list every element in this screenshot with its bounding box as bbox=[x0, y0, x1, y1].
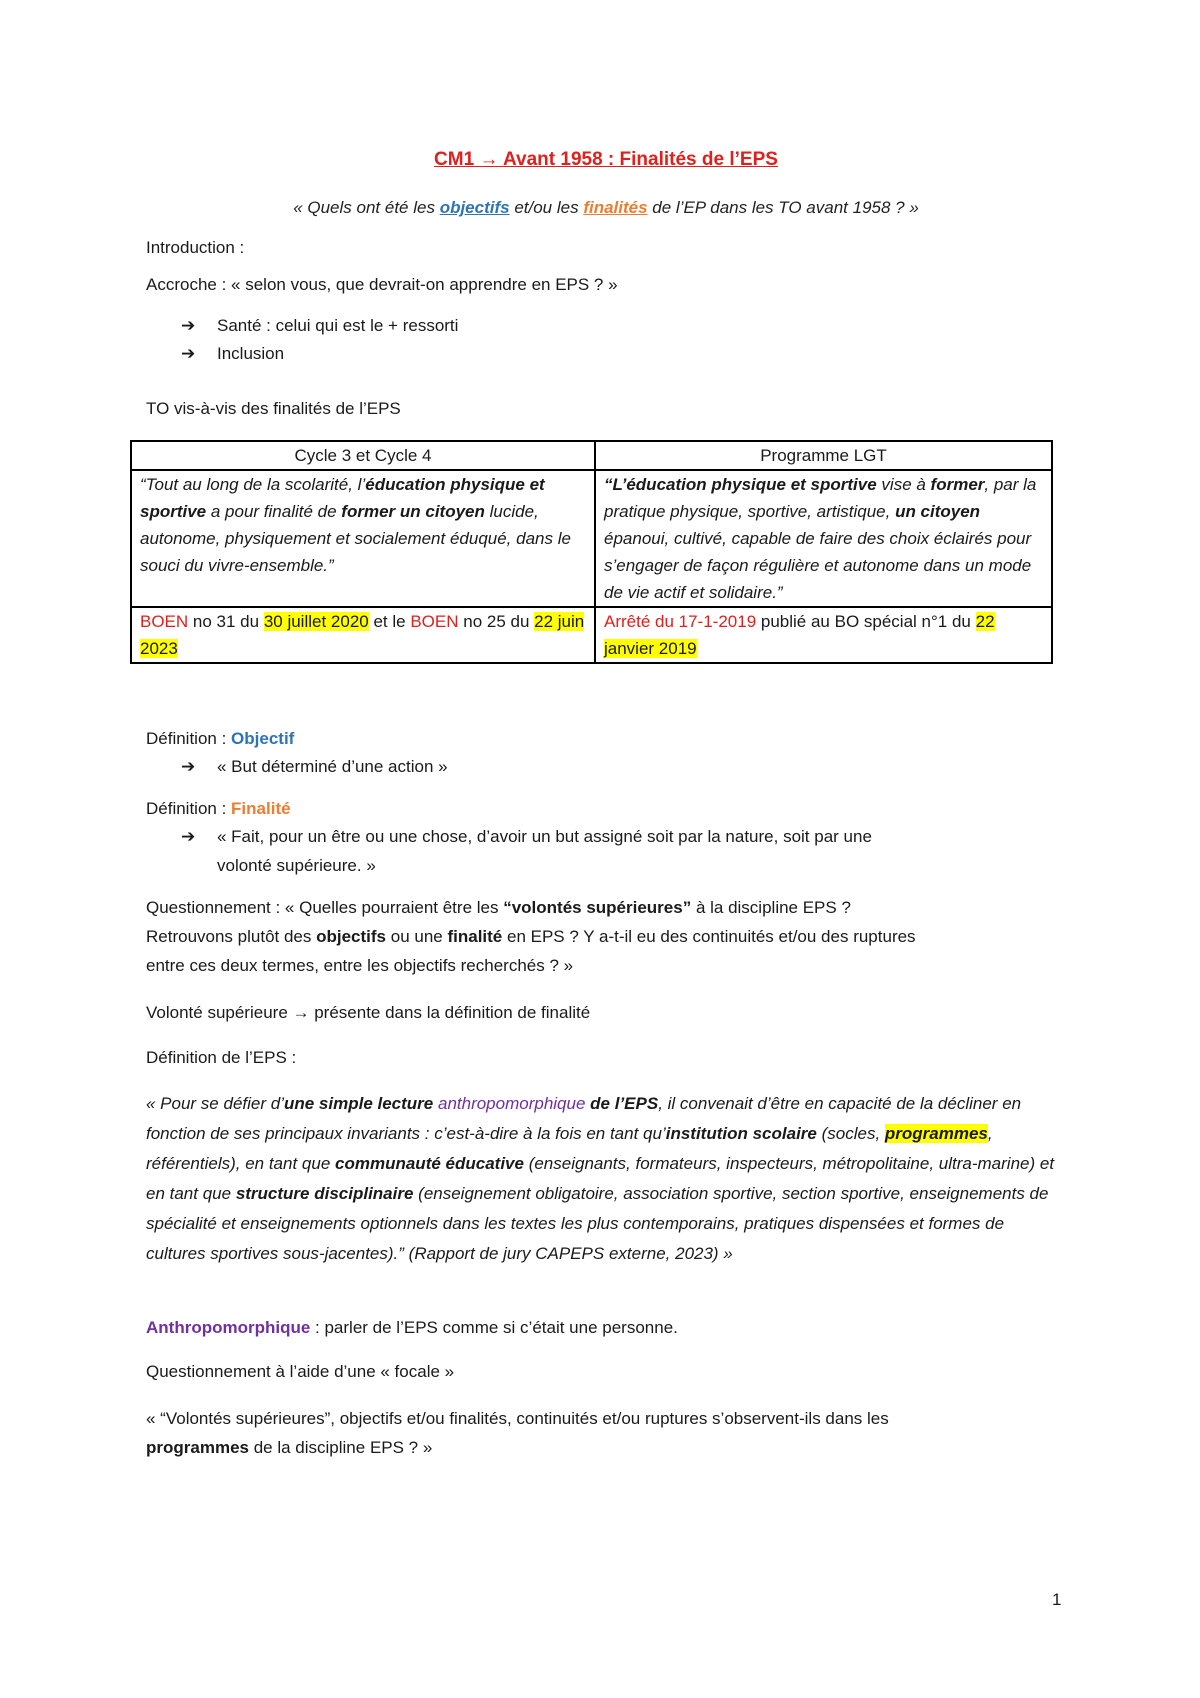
table-header-cycle: Cycle 3 et Cycle 4 bbox=[131, 441, 595, 470]
text: , référentiels), en tant que bbox=[146, 1124, 993, 1173]
list-item bbox=[181, 311, 458, 340]
quote-bold: un citoyen bbox=[895, 502, 981, 521]
text: de la discipline EPS ? » bbox=[248, 1438, 433, 1457]
quote-text: “Tout au long de la scolarité, l’ bbox=[140, 475, 366, 494]
subtitle-question bbox=[146, 193, 1066, 222]
ref-text: et le bbox=[368, 612, 411, 631]
text-line: entre ces deux termes, entre les objectifs recherchés ? » bbox=[146, 956, 574, 975]
ref-date: 22 juin 2023 bbox=[140, 612, 585, 658]
text: en EPS ? Y a-t-il eu des continuités et/ou des ruptures bbox=[502, 927, 916, 946]
text: « Pour se défier d’ bbox=[146, 1094, 284, 1113]
definition-objectif bbox=[146, 724, 1066, 753]
quote-text: , par la pratique physique, sportive, artistique, bbox=[604, 475, 1037, 521]
definition-label: Définition : bbox=[146, 729, 232, 748]
volonte-line bbox=[146, 998, 1066, 1027]
definition-text: « But déterminé d’une action » bbox=[217, 757, 448, 776]
ref-date: 22 janvier 2019 bbox=[604, 612, 995, 658]
page-number: 1 bbox=[1052, 1590, 1062, 1609]
page-title bbox=[146, 145, 1066, 174]
text-bold: de l’EPS bbox=[590, 1094, 659, 1113]
definition-term: Finalité bbox=[231, 799, 291, 818]
ref-date: 30 juillet 2020 bbox=[263, 612, 369, 631]
text: Retrouvons plutôt des bbox=[146, 927, 317, 946]
table-row bbox=[131, 607, 1052, 663]
finalites-table bbox=[130, 440, 1053, 664]
text-highlight: programmes bbox=[884, 1124, 988, 1143]
text-line bbox=[146, 893, 1066, 922]
list-item bbox=[181, 339, 284, 368]
table-row bbox=[131, 470, 1052, 607]
list-item-text: Santé : celui qui est le + ressorti bbox=[217, 316, 459, 335]
questionnement-paragraph bbox=[146, 893, 1066, 980]
definition-term: Objectif bbox=[231, 729, 295, 748]
arrow-icon: ➔ bbox=[181, 344, 196, 363]
focale-heading: Questionnement à l’aide d’une « focale » bbox=[146, 1362, 455, 1381]
ref-text: publié au BO spécial n°1 du bbox=[756, 612, 976, 631]
quote-text: lucide, autonome, physiquement et socialement éduqué, dans le souci du vivre-ensemble.” bbox=[140, 502, 571, 575]
quote-bold: éducation physique et sportive bbox=[140, 475, 545, 521]
list-item bbox=[181, 752, 448, 781]
ref-arrete: Arrêté du 17-1-2019 bbox=[604, 612, 757, 631]
text-line: « “Volontés supérieures”, objectifs et/ou finalités, continuités et/ou ruptures s’observent-ils dans les bbox=[146, 1409, 889, 1428]
text: (enseignants, formateurs, inspecteurs, métropolitaine, ultra-marine) et en tant que bbox=[146, 1154, 1055, 1203]
text: , il convenait d’être en capacité de la décliner en fonction de ses principaux invariants : c’est-à-dire à la fois en tant qu’ bbox=[146, 1094, 1022, 1143]
quote-text: a pour finalité de bbox=[206, 502, 342, 521]
accroche-text: Accroche : « selon vous, que devrait-on apprendre en EPS ? » bbox=[146, 275, 618, 294]
text: (socles, bbox=[816, 1124, 885, 1143]
quote-bold: “L’éducation physique et sportive bbox=[604, 475, 877, 494]
table-cell-cycle-ref bbox=[131, 607, 595, 663]
text-purple: anthropomorphique bbox=[437, 1094, 586, 1113]
text: Questionnement : « Quelles pourraient être les bbox=[146, 898, 504, 917]
ref-text: no 25 du bbox=[458, 612, 535, 631]
quote-bold: former bbox=[930, 475, 985, 494]
quote-text: vise à bbox=[876, 475, 931, 494]
text: à la discipline EPS ? bbox=[691, 898, 851, 917]
ref-boen: BOEN bbox=[410, 612, 459, 631]
subtitle-text: « Quels ont été les bbox=[293, 198, 440, 217]
definition-text: : parler de l’EPS comme si c’était une personne. bbox=[310, 1318, 678, 1337]
text-bold: institution scolaire bbox=[665, 1124, 817, 1143]
text: ou une bbox=[386, 927, 448, 946]
table-header-lgt: Programme LGT bbox=[595, 441, 1052, 470]
text: présente dans la définition de finalité bbox=[309, 1003, 591, 1022]
title-rest: Avant 1958 : Finalités de l’EPS bbox=[498, 149, 778, 170]
ref-boen: BOEN bbox=[140, 612, 189, 631]
definition-finalite bbox=[146, 794, 1066, 823]
text-bold: structure disciplinaire bbox=[235, 1184, 414, 1203]
text: (enseignement obligatoire, association sportive, section sportive, enseignements de spécialité et enseignements optionnels dans les textes les plus contemporains, pratiques dispensées et formes de cultures sportives sous-jacentes).” (Rapport de jury CAPEPS externe, 2023) » bbox=[146, 1184, 1049, 1263]
arrow-icon: ➔ bbox=[181, 827, 196, 846]
title-prefix: CM1 bbox=[434, 149, 480, 170]
table-header-row bbox=[131, 441, 1052, 470]
subtitle-text: et/ou les bbox=[509, 198, 584, 217]
subtitle-objectifs: objectifs bbox=[439, 198, 510, 217]
subtitle-finalites: finalités bbox=[583, 198, 648, 217]
arrow-icon: → bbox=[479, 149, 499, 170]
text-bold: objectifs bbox=[316, 927, 387, 946]
to-heading: TO vis-à-vis des finalités de l’EPS bbox=[146, 399, 401, 418]
list-item bbox=[181, 822, 872, 851]
definition-text-continued: volonté supérieure. » bbox=[217, 856, 376, 875]
arrow-icon: ➔ bbox=[181, 757, 196, 776]
text-bold: communauté éducative bbox=[335, 1154, 524, 1173]
text-bold: une simple lecture bbox=[283, 1094, 434, 1113]
quote-bold: former un citoyen bbox=[341, 502, 485, 521]
text-bold: finalité bbox=[447, 927, 503, 946]
definition-text: « Fait, pour un être ou une chose, d’avoir un but assigné soit par la nature, soit par une bbox=[217, 827, 872, 846]
quote-text: épanoui, cultivé, capable de faire des choix éclairés pour s’engager de façon régulière et autonome dans un mode de vie actif et solidaire.” bbox=[604, 529, 1032, 602]
table-cell-lgt-quote bbox=[595, 470, 1052, 607]
list-item-text: Inclusion bbox=[217, 344, 285, 363]
arrow-icon: ➔ bbox=[181, 316, 196, 335]
focale-question bbox=[146, 1404, 1066, 1462]
arrow-icon: → bbox=[292, 1003, 310, 1022]
text-line bbox=[146, 922, 1066, 951]
subtitle-text: de l’EP dans les TO avant 1958 ? » bbox=[647, 198, 919, 217]
text-bold: programmes bbox=[146, 1438, 249, 1457]
text: Volonté supérieure bbox=[146, 1003, 293, 1022]
definition-term: Anthropomorphique bbox=[146, 1318, 311, 1337]
table-cell-cycle-quote bbox=[131, 470, 595, 607]
introduction-heading: Introduction : bbox=[146, 238, 245, 257]
table-cell-lgt-ref bbox=[595, 607, 1052, 663]
text-line bbox=[146, 1433, 1066, 1462]
text-bold: “volontés supérieures” bbox=[503, 898, 692, 917]
eps-quote bbox=[146, 1089, 1066, 1269]
def-eps-heading: Définition de l’EPS : bbox=[146, 1048, 297, 1067]
ref-text: no 31 du bbox=[188, 612, 264, 631]
definition-label: Définition : bbox=[146, 799, 232, 818]
anthropo-definition bbox=[146, 1313, 1066, 1342]
